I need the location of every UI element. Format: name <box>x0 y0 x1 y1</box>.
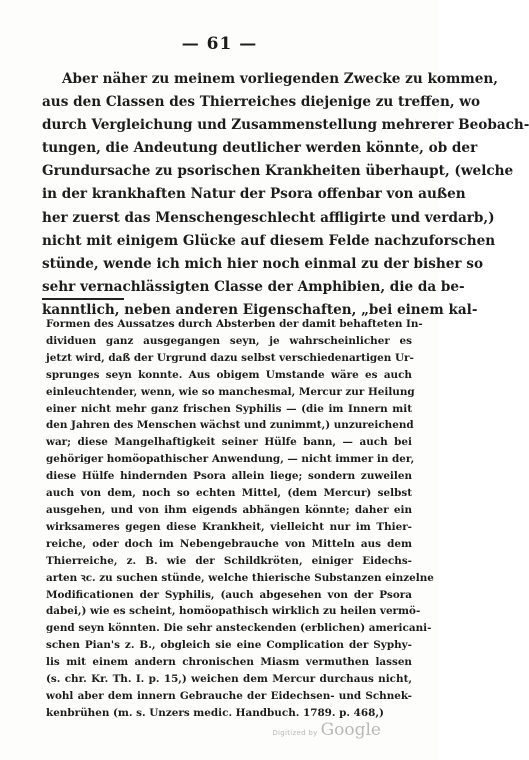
footnote-separator <box>42 298 124 300</box>
footnote-line: einer nicht mehr ganz frischen Syphilis — (die im Innern mit <box>46 402 412 415</box>
main-text-line: her zuerst das Menschengeschlecht affligirte und verdarb,) <box>42 209 495 226</box>
footnote-line: den Jahren des Menschen wächst und zunimmt,) unzureichend <box>46 419 414 432</box>
footnote-line: dabei,) wie es scheint, homöopathisch wirklich zu heilen vermö- <box>46 605 421 618</box>
footnote-line: kenbrühen (m. s. Unzers medic. Handbuch. 1789. p. 468,) <box>46 706 384 719</box>
main-text-line: stünde, wende ich mich hier noch einmal zu der bisher so <box>42 255 484 272</box>
footnote-line: einleuchtender, wenn, wie so manchesmal, Mercur zur Heilung <box>46 385 415 398</box>
digitized-watermark <box>272 720 381 740</box>
page-number: — 61 — <box>181 34 258 54</box>
footnote-line: ausgehen, und von ihm eigends abhängen könnte; daher ein <box>46 503 412 516</box>
main-text-line: Aber näher zu meinem vorliegenden Zwecke zu kommen, <box>62 71 499 87</box>
footnote-line: gend seyn könnten. Die sehr ansteckenden (erblichen) americani- <box>46 622 432 635</box>
footnote-line: lis mit einem andern chronischen Miasm vermuthen lassen <box>46 656 412 669</box>
footnote-line: Modificationen der Syphilis, (auch abgesehen von der Psora <box>46 588 412 601</box>
footnote-line: war; diese Mangelhaftigkeit seiner Hülfe bann, — auch bei <box>46 436 412 449</box>
main-text-line: sehr vernachlässigten Classe der Amphibien, die da be- <box>42 278 465 295</box>
google-logo: Google <box>320 720 381 740</box>
main-text-line: nicht mit einigem Glücke auf diesem Felde nachzuforschen <box>42 232 496 249</box>
main-text-line: tungen, die Andeutung deutlicher werden könnte, ob der <box>42 140 478 157</box>
watermark-prefix: Digitized by <box>272 729 318 737</box>
main-text-block <box>42 68 529 322</box>
main-text-line: aus den Classen des Thierreiches diejenige zu treffen, wo <box>42 94 481 111</box>
footnote-line: jetzt wird, daß der Urgrund dazu selbst verschiedenartigen Ur- <box>46 351 414 364</box>
footnote-line: Formen des Aussatzes durch Absterben der damit behafteten In- <box>46 318 423 330</box>
footnote-line: arten ꝛc. zu suchen stünde, welche thierische Substanzen einzelne <box>46 571 434 584</box>
main-text-line: in der krankhaften Natur der Psora offenbar von außen <box>42 186 466 203</box>
footnote-line: sprunges seyn konnte. Aus obigem Umstande wäre es auch <box>46 368 412 381</box>
footnote-line: dividuen ganz ausgegangen seyn, je wahrscheinlicher es <box>46 334 412 347</box>
footnote-line: wirksameres gegen diese Krankheit, vielleicht nur im Thier- <box>46 520 412 533</box>
footnote-line: (s. chr. Kr. Th. I. p. 15,) weichen dem Mercur durchaus nicht, <box>46 673 412 686</box>
footnote-line: gehöriger homöopathischer Anwendung, — nicht immer in der, <box>46 453 415 466</box>
main-text-line: durch Vergleichung und Zusammenstellung mehrerer Beobach- <box>42 117 529 134</box>
main-text-line: kanntlich, neben anderen Eigenschaften, „bei einem kal- <box>42 301 478 318</box>
footnote-block <box>46 316 434 722</box>
footnote-line: Thierreiche, z. B. wie der Schildkröten, einiger Eidechs- <box>46 554 412 567</box>
footnote-line: diese Hülfe hindernden Psora allein liege; sondern zuweilen <box>46 470 412 483</box>
footnote-line: schen Pian's z. B., obgleich sie eine Complication der Syphy- <box>46 639 412 652</box>
main-text-line: Grundursache zu psorischen Krankheiten überhaupt, (welche <box>42 163 514 180</box>
footnote-line: reiche, oder doch im Nebengebrauche von Mitteln aus dem <box>46 537 412 550</box>
footnote-line: auch von dem, noch so echten Mittel, (dem Mercur) selbst <box>46 487 412 500</box>
footnote-line: wohl aber dem innern Gebrauche der Eidechsen- und Schnek- <box>46 689 412 702</box>
